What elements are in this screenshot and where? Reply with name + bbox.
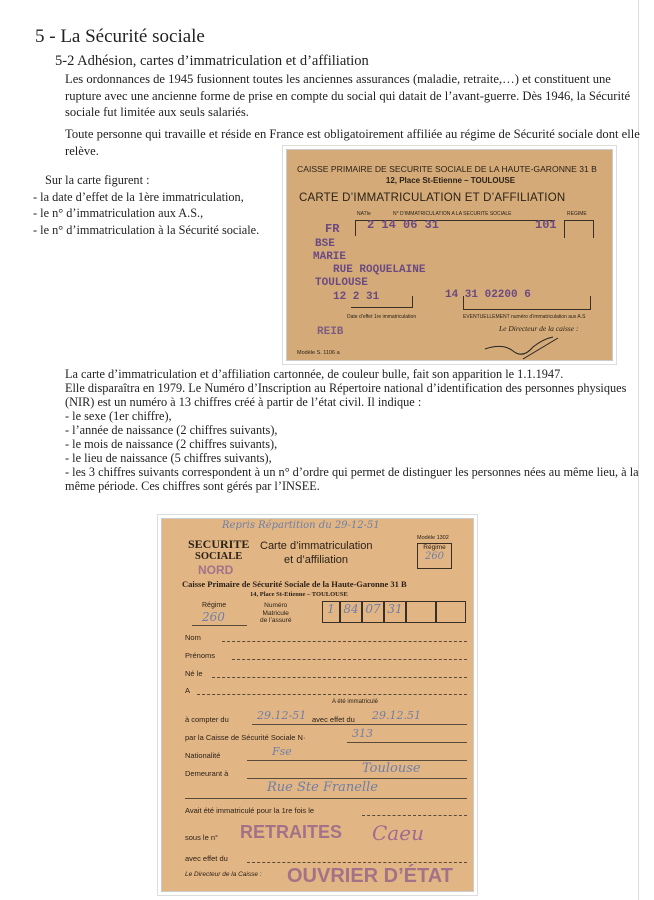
card-address: 14, Place St-Etienne – TOULOUSE [250, 591, 348, 598]
label: Régime [202, 602, 227, 609]
label: par la Caisse de Sécurité Sociale N· [185, 733, 306, 742]
list-item: - le mois de naissance (2 chiffres suivants), [65, 437, 278, 451]
label: avec effet du [312, 715, 355, 724]
text-line: Elle disparaîtra en 1979. Le Numéro d’Inscription au Répertoire national d’identification des personnes physiques (NIR) est un numéro à 13 chiffres créé à partir de l’état civil. Il indique : [65, 381, 627, 409]
value: 29.12.51 [372, 709, 421, 722]
director-label: Le Directeur de la caisse : [499, 324, 579, 333]
section-subtitle: 5-2 Adhésion, cartes d’immatriculation et d’affiliation [55, 53, 369, 69]
paragraph-2: Toute personne qui travaille et réside en France est obligatoirement affiliée au régime de Sécurité sociale dont elle relève. [65, 127, 640, 158]
card-image-1947 [286, 149, 613, 361]
label: A été immatriculé [332, 699, 379, 705]
card-brand: SOCIALE [195, 551, 243, 562]
list-item: - le lieu de naissance (5 chiffres suivants), [65, 451, 272, 465]
value: Toulouse [362, 761, 421, 776]
signature: Caeu [372, 821, 424, 845]
label: Avait été immatriculé pour la 1re fois le [185, 806, 315, 815]
as-number: 14 31 02200 6 [445, 289, 531, 301]
value: 260 [424, 551, 445, 562]
label: Demeurant à [185, 769, 229, 778]
card-title: CARTE D’IMMATRICULATION ET D’AFFILIATION [299, 192, 566, 204]
date-effet: 12 2 31 [333, 291, 380, 303]
card-fields-list [33, 172, 259, 238]
card-title: et d’affiliation [284, 554, 349, 566]
card-header: CAISSE PRIMAIRE DE SECURITE SOCIALE DE LA HAUTE-GARONNE 31 B [297, 164, 597, 174]
label: Prénoms [185, 651, 216, 660]
value: 260 [202, 610, 225, 624]
model-label: Modèle 1302 [417, 535, 449, 541]
list-item: - les 3 chiffres suivants correspondent à un n° d’ordre qui permet de distinguer les personnes nées au même lieu, à la même période. Ces chiffres sont gérés par l’INSEE. [65, 465, 639, 493]
name: BSE [315, 238, 335, 250]
list-item: - l’année de naissance (2 chiffres suivants), [65, 423, 278, 437]
text-line: La carte d’immatriculation et d’affiliation cartonnée, de couleur bulle, fait son apparition le 1.1.1947. [65, 367, 564, 381]
list-item: - le n° d’immatriculation à la Sécurité sociale. [33, 222, 260, 237]
card-title: Carte d’immatriculation [260, 540, 373, 552]
label: Date d’effet 1re immatriculation [347, 314, 417, 320]
stamp: RETRAITES [240, 822, 343, 842]
label: à compter du [185, 715, 229, 724]
number-suffix: 101 [535, 218, 557, 232]
firstname: MARIE [313, 251, 347, 263]
card-image-1951 [161, 518, 474, 892]
label: Né le [185, 669, 203, 678]
signature-icon [483, 335, 563, 361]
label: NATIe [357, 211, 371, 217]
handwritten-note: Repris Répartition du 29-12-51 [222, 520, 380, 531]
list-item: - la date d’effet de la 1ère immatriculation, [33, 189, 244, 204]
label: N° D’IMMATRICULATION A LA SECURITE SOCIALE [393, 211, 512, 217]
list-item: - le n° d’immatriculation aux A.S., [33, 206, 204, 220]
label: Nom [185, 633, 201, 642]
value: Fse [272, 745, 292, 758]
nationality: FR [325, 222, 340, 236]
label: EVENTUELLEMENT numéro d’immatriculation aux A.S [463, 314, 586, 320]
stamp: REIB [317, 326, 344, 338]
label: REGIME [567, 211, 587, 217]
label: A [185, 686, 191, 695]
card-address: 12, Place St-Etienne – TOULOUSE [385, 176, 516, 185]
director-label: Le Directeur de la Caisse : [185, 871, 262, 878]
card-brand: SECURITE [188, 537, 250, 551]
value: Rue Ste Franelle [267, 780, 379, 795]
paragraph-3 [65, 367, 640, 493]
list-intro: Sur la carte figurent : [45, 173, 150, 187]
regime-box [417, 543, 452, 569]
stamp: OUVRIER D’ÉTAT [287, 865, 453, 887]
immatriculation-number: 2 14 06 31 [367, 218, 440, 232]
numero-label: Numéro Matricule de l’assuré [260, 602, 292, 624]
label: Nationalité [185, 751, 221, 760]
caisse-label: Caisse Primaire de Sécurité Sociale de la Haute-Garonne 31 B [182, 579, 407, 589]
stamp: NORD [198, 563, 234, 577]
paragraph-1: Les ordonnances de 1945 fusionnent toutes les anciennes assurances (maladie, retraite,…) et constituent une rupture avec une ancienne forme de prise en compte du social qui datait de l’avant-guerre. Dès 1946, la Sécurité sociale fut limitée aux seuls salariés. [65, 72, 631, 119]
label: sous le n° [185, 833, 219, 842]
value: 29.12-51 [257, 709, 307, 722]
page-title: 5 - La Sécurité sociale [35, 26, 205, 47]
model-label: Modèle S. 1106 a [297, 350, 340, 356]
street: RUE ROQUELAINE [333, 264, 426, 276]
label: avec effet du [185, 854, 228, 863]
numero-boxes: 1 84 07 31 [322, 601, 466, 623]
city: TOULOUSE [315, 277, 368, 289]
list-item: - le sexe (1er chiffre), [65, 409, 172, 423]
label: Régime [423, 544, 446, 551]
value: 313 [352, 727, 373, 740]
